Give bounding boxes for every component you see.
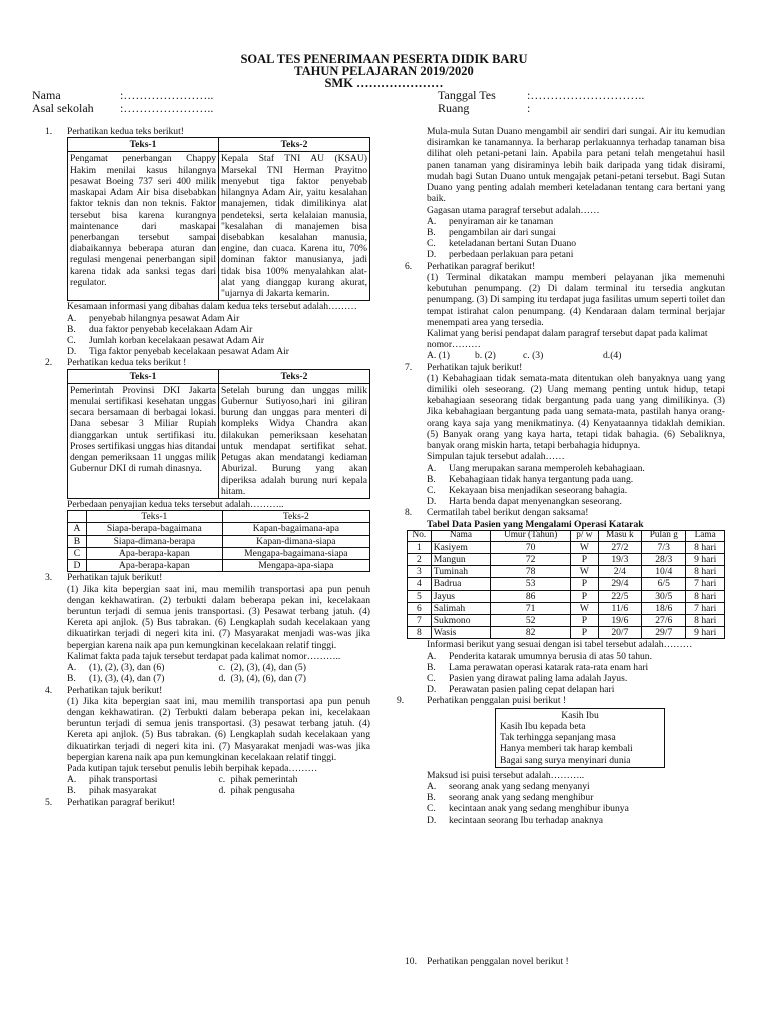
table-cell: 8	[408, 627, 432, 639]
table-header: Lama	[686, 530, 725, 541]
question-3	[45, 572, 370, 684]
text-comparison-table	[67, 369, 370, 499]
question-intro: Perhatikan tajuk berikut!	[67, 572, 163, 584]
option-letter: D.	[427, 684, 437, 696]
table-cell: 7 hari	[686, 602, 725, 614]
option-text: Jumlah korban kecelakaan pesawat Adam Air	[89, 334, 265, 346]
table-cell: Siapa-dimana-berapa	[87, 535, 223, 547]
text-2: Setelah burung dan unggas milik Gubernur Sutiyoso,hari ini giliran burung dan unggas para menteri di kompleks Widya Chandra akan dilakukan pemeriksaan kesehatan untuk mendapat sertifikat sehat. Petugas akan mendatangi kediaman Aburizal. Burung yang akan diperiksa adalah burung nuri kepala hitam.	[219, 383, 370, 498]
table-row[interactable]	[68, 547, 370, 559]
question-number: 1.	[45, 126, 53, 137]
option-d[interactable]	[67, 346, 370, 357]
question-7	[405, 362, 725, 508]
option-a[interactable]	[67, 662, 219, 673]
table-header: No.	[408, 530, 432, 541]
option-letter: A.	[427, 350, 437, 362]
question-8	[405, 507, 725, 529]
option-b[interactable]	[67, 324, 370, 335]
table-cell: 4	[408, 578, 432, 590]
option-text: penyiraman air ke tanaman	[449, 215, 554, 227]
editorial-text: (1) Jika kita bepergian saat ini, mau memilih transportasi apa pun penuh dengan kekhawatiran. (2) terbukti dalam beberapa pekan ini, kecelakaan beruntun terjadi di semua jenis transportasi. (3) Pesawat terbang jatuh. (4) Kereta api anjlok. (5) Bus tabrakan. (6) Lengkaplah sudah kecelakaan yang dikuatirkan terjadi di negeri kita ini. (7) Masyarakat menjadi was-was jika bepergian karena naik apa pun kemungkinan kecelakaan relatif tinggi.	[67, 583, 370, 651]
option-c[interactable]	[427, 673, 725, 684]
table-header: Teks-1	[87, 511, 223, 523]
table-cell: P	[571, 553, 598, 565]
table-cell: P	[571, 578, 598, 590]
option-b[interactable]	[475, 350, 523, 361]
table-row[interactable]	[68, 523, 370, 535]
option-text: pengambilan air dari sungai	[449, 226, 556, 238]
option-letter: A.	[427, 781, 437, 792]
table-cell: Mengapa-apa-siapa	[222, 560, 369, 572]
option-d[interactable]	[427, 496, 725, 507]
table-cell: 27/6	[642, 614, 686, 626]
option-letter: B.	[427, 661, 436, 673]
option-letter: B.	[67, 673, 76, 685]
question-8-body	[405, 639, 725, 695]
table-cell: 2/4	[598, 566, 642, 578]
question-2	[45, 357, 370, 572]
option-letter: B.	[427, 473, 436, 485]
option-a[interactable]	[67, 774, 219, 785]
table-cell: A	[68, 523, 87, 535]
question-4	[45, 685, 370, 797]
option-a[interactable]	[427, 350, 475, 361]
question-intro: Perhatikan paragraf berikut!	[67, 796, 176, 808]
table-cell: W	[571, 602, 598, 614]
option-letter: d.	[218, 785, 226, 797]
option-text: penyebab hilangnya pesawat Adam Air	[89, 312, 240, 324]
option-letter: C.	[427, 673, 436, 685]
poem-box	[495, 708, 665, 768]
table-cell: 22/5	[598, 590, 642, 602]
option-text: seorang anak yang sedang menghibur	[449, 792, 594, 804]
option-d[interactable]	[427, 684, 725, 695]
paragraph-text: Mula-mula Sutan Duano mengambil air sendiri dari sungai. Air itu kemudian disiramkan ke tanamannya. Ia berharap perlakuannya terhadap tanaman bisa dilihat oleh petani-petani lain. Apabila para petani telah mengetahui hasil panen tanaman yang disiraminya lebih baik daripada yang tidak disirami, mudah bagi Sutan Duano untuk mengajak petani-petani tersebut. Bagi Sutan Duano yang penting adalah memberi keteladanan tentang cara bertani yang baik.	[427, 126, 725, 205]
option-letter: C.	[427, 238, 436, 250]
table-row	[408, 553, 725, 565]
question-intro: Perhatikan paragraf berikut!	[427, 260, 536, 272]
question-text: Simpulan tajuk tersebut adalah……	[427, 451, 565, 463]
exam-year: TAHUN PELAJARAN 2019/2020	[294, 64, 474, 78]
question-intro: Perhatikan kedua teks berikut!	[67, 126, 184, 137]
question-9	[397, 695, 725, 825]
room-label: Ruang	[438, 101, 470, 115]
answer-options	[67, 662, 370, 684]
table-header: Pulan g	[642, 530, 686, 541]
table-cell: Sukmono	[431, 614, 490, 626]
table-cell: 10/4	[642, 566, 686, 578]
option-b[interactable]	[67, 785, 219, 796]
table-cell: 7 hari	[686, 578, 725, 590]
right-column	[397, 126, 725, 826]
question-1	[45, 126, 370, 357]
question-10	[405, 956, 747, 967]
table-cell: 18/6	[642, 602, 686, 614]
table-cell: 9 hari	[686, 553, 725, 565]
table-cell: P	[571, 590, 598, 602]
question-number: 9.	[397, 695, 405, 707]
answer-table	[67, 510, 370, 572]
table-cell: Wasis	[431, 627, 490, 639]
table-cell: P	[571, 627, 598, 639]
question-intro: Perhatikan tajuk berikut!	[67, 684, 163, 696]
option-a[interactable]	[427, 651, 725, 662]
name-field[interactable]: :…………………..	[120, 88, 214, 102]
question-number: 6.	[405, 260, 413, 272]
option-b[interactable]	[67, 673, 219, 684]
option-c[interactable]	[219, 662, 371, 673]
school-field[interactable]: :…………………..	[120, 101, 214, 115]
table-cell: Salimah	[431, 602, 490, 614]
option-text: Harta benda dapat menyenangkan seseorang.	[449, 496, 622, 508]
table-cell: 7	[408, 614, 432, 626]
option-d[interactable]	[603, 350, 683, 361]
option-text: (2), (3), (4), dan (5)	[230, 662, 306, 674]
table-cell: 19/6	[598, 614, 642, 626]
option-text: pihak pemerintah	[230, 774, 298, 786]
option-a[interactable]	[427, 781, 725, 792]
option-letter: c.	[523, 350, 530, 362]
poem-line: Hanya memberi tak harap kembali	[500, 743, 633, 755]
question-text: Kalimat yang berisi pendapat dalam paragraf tersebut dapat pada kalimat nomor………	[427, 327, 708, 351]
option-text: (3)	[532, 350, 544, 362]
option-text: keteladanan bertani Sutan Duano	[449, 238, 577, 250]
answer-options	[427, 463, 725, 508]
table-header: Nama	[431, 530, 490, 541]
table-cell: Badrua	[431, 578, 490, 590]
table-row	[408, 541, 725, 553]
option-c[interactable]	[427, 803, 725, 814]
option-letter: d.	[603, 350, 611, 362]
question-text: Pada kutipan tajuk tersebut penulis lebih berpihak kepada………	[67, 763, 318, 775]
option-text: Lama perawatan operasi katarak rata-rata enam hari	[449, 661, 649, 673]
table-cell: 72	[491, 553, 571, 565]
table-cell: 27/2	[598, 541, 642, 553]
answer-options	[67, 313, 370, 358]
option-c[interactable]	[427, 238, 725, 249]
table-cell: W	[571, 541, 598, 553]
option-text: Penderita katarak umumnya berusia di atas 50 tahun.	[449, 650, 653, 662]
option-text: kecintaan anak yang sedang menghibur ibunya	[449, 803, 629, 815]
table-cell: W	[571, 566, 598, 578]
option-d[interactable]	[219, 785, 371, 796]
table-header: Teks-2	[219, 369, 370, 383]
answer-options	[427, 651, 725, 696]
option-b[interactable]	[427, 792, 725, 803]
option-text: (2)	[484, 350, 496, 362]
option-text: Tiga faktor penyebab kecelakaan pesawat Adam Air	[89, 346, 289, 358]
poem-line: Kasih Ibu kepada beta	[500, 720, 586, 732]
table-title: Tabel Data Pasien yang Mengalami Operasi Katarak	[427, 518, 644, 530]
option-letter: A.	[427, 650, 437, 662]
option-text: Kebahagiaan tidak hanya tergantung pada uang.	[449, 473, 634, 485]
answer-options	[427, 216, 725, 261]
option-letter: c.	[218, 774, 226, 786]
exam-title: SOAL TES PENERIMAAN PESERTA DIDIK BARU	[240, 52, 528, 66]
option-letter: B.	[67, 323, 76, 335]
table-row	[408, 627, 725, 639]
table-header: Teks-1	[68, 138, 219, 152]
table-cell: 71	[491, 602, 571, 614]
table-cell: 29/7	[642, 627, 686, 639]
table-row[interactable]	[68, 535, 370, 547]
table-row	[408, 578, 725, 590]
question-number: 2.	[45, 357, 53, 369]
table-cell: 11/6	[598, 602, 642, 614]
option-letter: A.	[67, 312, 77, 324]
question-text: Kesamaan informasi yang dibahas dalam kedua teks tersebut adalah………	[67, 301, 357, 313]
name-label: Nama	[32, 88, 61, 102]
table-cell: Mengapa-bagaimana-siapa	[222, 547, 369, 559]
option-text: perbedaan perlakuan para petani	[449, 249, 574, 261]
table-cell: 53	[491, 578, 571, 590]
school-line: SMK …………………	[324, 76, 444, 90]
patient-table	[407, 530, 725, 640]
date-field[interactable]: :………………………..	[527, 88, 645, 102]
table-row	[408, 602, 725, 614]
question-text: Perbedaan penyajian kedua teks tersebut adalah………..	[67, 499, 284, 510]
table-row	[408, 566, 725, 578]
table-cell: 1	[408, 541, 432, 553]
text-comparison-table	[67, 137, 370, 301]
question-5-body	[405, 126, 725, 261]
table-cell: 6/5	[642, 578, 686, 590]
option-letter: B.	[427, 792, 436, 804]
option-letter: D.	[427, 249, 437, 261]
table-cell: 82	[491, 627, 571, 639]
table-cell: 52	[491, 614, 571, 626]
option-text: seorang anak yang sedang menyanyi	[449, 781, 590, 792]
table-header: Teks-2	[222, 511, 369, 523]
option-letter: C.	[67, 334, 76, 346]
table-cell: Siapa-berapa-bagaimana	[87, 523, 223, 535]
table-cell: Mangun	[431, 553, 490, 565]
option-letter: C.	[427, 803, 436, 815]
table-cell: 5	[408, 590, 432, 602]
option-text: pihak masyarakat	[89, 785, 157, 797]
option-c[interactable]	[67, 335, 370, 346]
option-b[interactable]	[427, 662, 725, 673]
table-header: Teks-2	[219, 138, 370, 152]
table-cell: C	[68, 547, 87, 559]
option-text: Perawatan pasien paling cepat delapan hari	[449, 684, 615, 696]
table-cell: Apa-berapa-kapan	[87, 547, 223, 559]
table-cell: D	[68, 560, 87, 572]
table-cell: 30/5	[642, 590, 686, 602]
option-letter: A.	[67, 662, 77, 674]
option-text: Kekayaan bisa menjadikan seseorang bahagia.	[449, 485, 628, 496]
answer-options	[67, 774, 370, 796]
poem-line: Tak terhingga sepanjang masa	[500, 732, 616, 744]
table-row	[408, 590, 725, 602]
option-b[interactable]	[427, 474, 725, 485]
question-5	[45, 797, 370, 808]
option-letter: B.	[427, 226, 436, 238]
table-cell: 9 hari	[686, 627, 725, 639]
question-number: 5.	[45, 796, 53, 808]
option-letter: c.	[218, 662, 226, 674]
option-letter: B.	[67, 785, 76, 797]
table-cell: 78	[491, 566, 571, 578]
table-cell: 70	[491, 541, 571, 553]
paragraph-text: (1) Terminal dikatakan mampu memberi pelayanan jika memenuhi kebutuhan penumpang. (2) Di dalam terminal itu tersedia angkutan penumpang. (3) Di samping itu terdapat juga fasilitas umum seperti toilet dan tempat istirahat calon penumpang. (4) Kendaraan dalam terminal berjajar menempati area yang tersedia.	[427, 271, 725, 328]
table-cell: Kapan-bagaimana-apa	[222, 523, 369, 535]
option-d[interactable]	[427, 249, 725, 260]
question-number: 7.	[405, 361, 413, 373]
option-c[interactable]	[219, 774, 371, 785]
table-cell: Kapan-dimana-siapa	[222, 535, 369, 547]
table-cell: 20/7	[598, 627, 642, 639]
table-cell: 3	[408, 566, 432, 578]
table-cell: 2	[408, 553, 432, 565]
option-letter: b.	[475, 350, 483, 362]
answer-options	[427, 350, 725, 361]
option-text: (1), (2), (3), dan (6)	[89, 662, 165, 674]
table-row	[408, 614, 725, 626]
question-number: 10.	[405, 956, 417, 967]
table-header: Teks-1	[68, 369, 219, 383]
table-cell: Jayus	[431, 590, 490, 602]
table-header: p/ w	[571, 530, 598, 541]
text-2: Kepala Staf TNI AU (KSAU) Marsekal TNI Herman Prayitno menyebut tiga faktor penyebab hilangnya Adam Air, yaitu kesalahan manajemen, tidak dimilikinya alat pendeteksi, serta kelalaian manusia, "kesalahan di manajemen bisa disebabkan kesalahan manusia, engine, dan cuaca. Karena itu, 70% dominan faktor manusianya, jadi tidak bisa 100% menyalahkan alat-alat yang dianggap kurang akurat, "ujarnya di Jakarta kemarin.	[219, 152, 370, 301]
option-text: (3), (4), (6), dan (7)	[230, 673, 306, 685]
question-number: 3.	[45, 572, 53, 584]
table-cell: 7/3	[642, 541, 686, 553]
option-b[interactable]	[427, 227, 725, 238]
table-cell: B	[68, 535, 87, 547]
option-letter: A.	[427, 462, 437, 474]
question-intro: Perhatikan penggalan novel berikut !	[427, 956, 569, 967]
option-letter: A.	[427, 215, 437, 227]
table-cell: 29/4	[598, 578, 642, 590]
option-a[interactable]	[67, 313, 370, 324]
option-letter: D.	[67, 346, 77, 358]
table-cell: 8 hari	[686, 614, 725, 626]
option-a[interactable]	[427, 463, 725, 474]
option-letter: d.	[218, 673, 226, 685]
option-c[interactable]	[523, 350, 603, 361]
table-header	[68, 511, 87, 523]
option-letter: A.	[67, 774, 77, 786]
option-letter: D.	[427, 496, 437, 508]
question-intro: Perhatikan kedua teks berikut !	[67, 357, 187, 369]
left-column	[45, 126, 370, 808]
table-header: Masu k	[598, 530, 642, 541]
option-a[interactable]	[427, 216, 725, 227]
table-cell: P	[571, 614, 598, 626]
date-label: Tanggal Tes	[438, 88, 496, 102]
option-text: pihak pengusaha	[230, 785, 295, 797]
editorial-text: (1) Jika kita bepergian saat ini, mau memilih transportasi apa pun penuh dengan kekhawatiran. (2) Terbukti dalam beberapa pekan ini, kecelakaan beruntun terjadi di semua jenis transportasi. (3) pesawat terbang jatuh. (4) Kereta api anjlok. (5) Bus tabrakan. (6) Lengkaplah sudah kecelakaan yang dikuatirkan terjadi di negeri kita ini. (7) Masyarakat menjadi was-was jika bepergian karena naik apa pun kemungkinan kecelakaan relatif tinggi.	[67, 695, 370, 763]
question-text: Informasi berikut yang sesuai dengan isi tabel tersebut adalah………	[427, 639, 693, 651]
question-number: 8.	[405, 507, 413, 519]
table-cell: 28/3	[642, 553, 686, 565]
option-text: (4)	[610, 350, 622, 362]
text-1: Pengamat penerbangan Chappy Hakim menilai kasus hilangnya pesawat Boeing 737 seri 400 milik maskapai Adam Air bisa disebabkan faktor teknis dan non teknis. Faktor tersebut bisa karena kurangnya maintenance dari maskapai penerbangan tersebut sampai diabaikannya beberapa aturan dan regulasi mengenai penerbangan sipil karena tidak ada sanksi tegas dari regulator.	[68, 152, 219, 301]
poem-line: Bagai sang surya menyinari dunia	[500, 754, 631, 766]
option-text: (1)	[438, 350, 450, 362]
table-cell: 86	[491, 590, 571, 602]
option-d[interactable]	[219, 673, 371, 684]
option-text: Uang merupakan sarana memperoleh kebahagiaan.	[449, 462, 645, 474]
answer-options	[427, 781, 725, 826]
option-text: pihak transportasi	[89, 774, 158, 786]
question-6	[405, 261, 725, 362]
option-letter: D.	[427, 814, 437, 826]
question-intro: Perhatikan penggalan puisi berikut !	[427, 695, 567, 707]
option-letter: C.	[427, 485, 436, 496]
question-text: Kalimat fakta pada tajuk tersebut terdapat pada kalimat nomor………..	[67, 650, 341, 662]
room-field[interactable]: :	[527, 101, 531, 115]
table-cell: Apa-berapa-kapan	[87, 560, 223, 572]
table-header: Umur (Tahun)	[491, 530, 571, 541]
table-cell: 8 hari	[686, 590, 725, 602]
question-intro: Perhatikan tajuk berikut!	[427, 361, 523, 373]
option-text: dua faktor penyebab kecelakaan Adam Air	[89, 323, 253, 335]
school-label: Asal sekolah	[32, 101, 94, 115]
table-cell: Tuminah	[431, 566, 490, 578]
option-text: kecintaan seorang Ibu terhadap anaknya	[449, 814, 603, 826]
option-text: Pasien yang dirawat paling lama adalah Jayus.	[449, 673, 628, 685]
editorial-text: (1) Kebahagiaan tidak semata-mata ditentukan oleh banyaknya uang yang dimiliki oleh seseorang. (2) Uang memang penting untuk hidup, tetapi kebahagiaan seseorang tidak bergantung pada uang yang dimilikinya. (3) Jika kebahagiaan bergantung pada uang semata-mata, pastilah hanya orang-orang kaya saja yang menikmatinya. (4) Kenyataannya tidaklah demikian. (5) Banyak orang yang kaya harta, tetapi tidak bahagia. (6) Sebaliknya, banyak orang miskin harta, tetapi berbahagia hidupnya.	[427, 372, 725, 452]
option-c[interactable]	[427, 485, 725, 496]
question-text: Gagasan utama paragraf tersebut adalah……	[427, 204, 600, 216]
table-cell: Kasiyem	[431, 541, 490, 553]
question-intro: Cermatilah tabel berikut dengan saksama!	[427, 507, 589, 519]
question-number: 4.	[45, 684, 53, 696]
table-cell: 8 hari	[686, 566, 725, 578]
table-cell: 8 hari	[686, 541, 725, 553]
option-d[interactable]	[427, 815, 725, 826]
table-cell: 19/3	[598, 553, 642, 565]
table-row[interactable]	[68, 560, 370, 572]
table-cell: 6	[408, 602, 432, 614]
text-1: Pemerintah Provinsi DKI Jakarta menulai sertifikasi kesehatan unggas secara bersamaan di berbagai lokasi. Dana sebesar 3 Miliar Rupiah dianggarkan untuk sertifikasi itu. Proses sertifikasi unggas hias ditandai dengan pemeriksaan 11 unggas milik Gubernur DKI di rumah dinasnya.	[68, 383, 219, 498]
option-text: (1), (3), (4), dan (7)	[89, 673, 165, 685]
poem-title: Kasih Ibu	[561, 709, 599, 721]
question-text: Maksud isi puisi tersebut adalah………..	[427, 769, 585, 781]
